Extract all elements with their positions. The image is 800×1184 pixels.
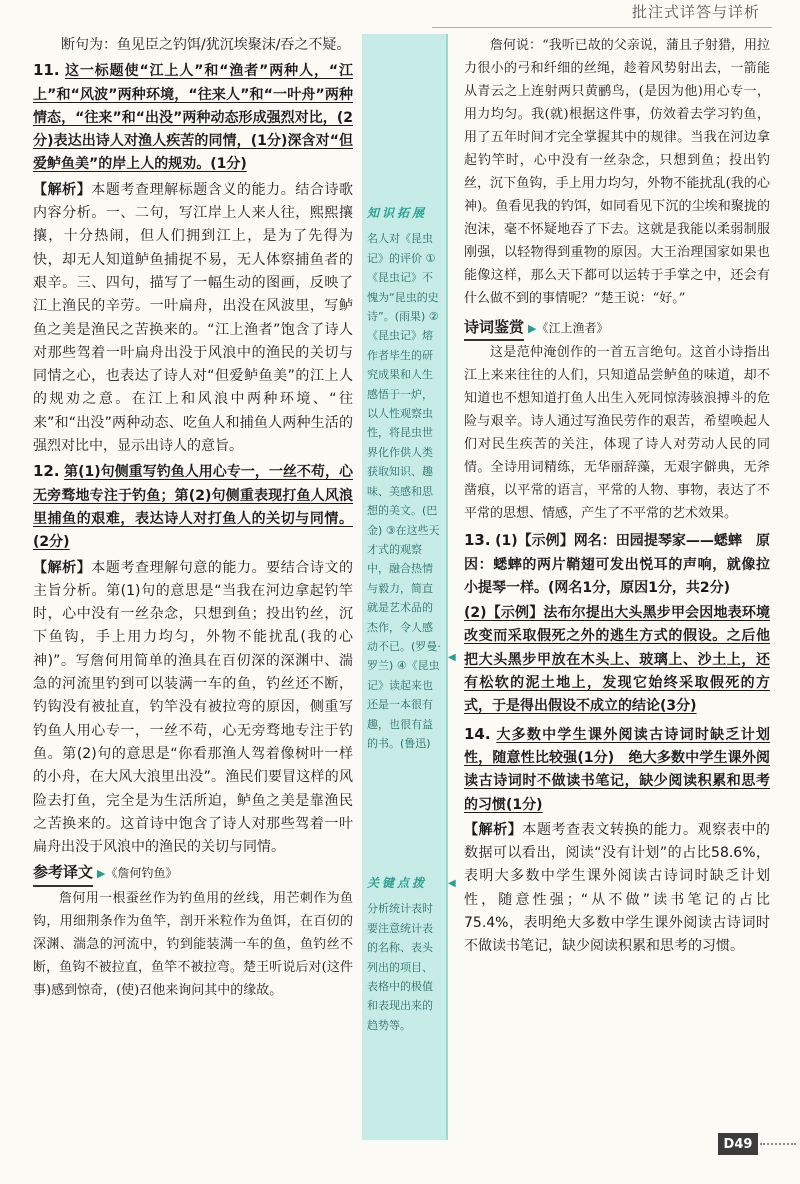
right-column (464, 34, 770, 959)
q14-analysis (464, 819, 770, 959)
q14-number: 14. (464, 724, 491, 743)
running-header: 批注式详答与详析 (631, 2, 760, 21)
q12-analysis-text: 本题考查理解句意的能力。要结合诗文的主旨分析。第(1)句的意思是“当我在河边拿起钓竿时，心中没有一丝杂念，只想到鱼；投出钓丝，沉下鱼钩，手上用力均匀，外物不能扰乱(我的心神)”。写詹何用简单的渔具在百仞深的深渊中、湍急的河流里钓到可以装满一车的鱼，钓丝还不断，钓钩没有被扯直，钓竿没有被拉弯的原因，侧重写钓鱼人用心专一，一丝不苟，心无旁骛地专注于钓鱼。第(2)句的意思是“你看那渔人驾着像树叶一样的小舟，在大风大浪里出没”。渔民们要冒这样的风险去打鱼，完全是为生活所迫，鲈鱼之美是靠渔民之苦换来的。这首诗中饱含了诗人对那些驾着一叶扁舟出没于风浪中的渔民的关切与同情。 (33, 559, 354, 856)
q13-part2-text: (2)【示例】法布尔提出大头黑步甲会因地表环境改变而采取假死之外的逃生方式的假设。之后他把大头黑步甲放在木头上、玻璃上、沙土上，还有松软的泥土地上，发现它始终采取假死的方式，于是得出假设不成立的结论(3分) (464, 605, 770, 715)
triangle-icon: ▶ (97, 867, 106, 881)
q11-analysis (33, 179, 353, 459)
key-tips-text: 分析统计表时要注意统计表的名称、表头列出的项目、表格中的极值和表现出来的趋势等。 (367, 902, 433, 1032)
knowledge-extension-heading: 知识拓展 (367, 206, 428, 220)
triangle-icon: ▶ (528, 322, 537, 335)
q14-analysis-text: 本题考查表文转换的能力。观察表中的数据可以看出，阅读“没有计划”的占比58.6%，表明大多数中学生课外阅读古诗词时缺乏计划性，随意性强；“从不做”读书笔记的占比75.4%，表明绝大多数中学生课外阅读古诗词时不做读书笔记，缺少阅读积累和思考的习惯。 (464, 821, 771, 955)
reference-translation-title: 参考译文 (33, 861, 93, 886)
q14-answer (464, 723, 770, 817)
q14-analysis-tag: 【解析】 (464, 821, 523, 838)
q13-number: 13. (464, 531, 491, 550)
poem-appreciation-text: 这是范仲淹创作的一首五言绝句。这首小诗指出江上来来往往的人们，只知道品尝鲈鱼的味道，却不知道也不想知道打鱼人出生入死同惊涛骇浪搏斗的危险与艰辛。诗人通过写渔民劳作的艰苦，希望唤起人们对民生疾苦的关注，体现了诗人对劳动人民的同情。全诗用词精练，无华丽辞藻，无艰字僻典，无斧凿痕，以平常的语言，平常的人物、事物，表达了不平常的思想、情感，产生了不平常的艺术效果。 (464, 345, 770, 522)
reference-translation-continued: 詹何说：“我听已故的父亲说，蒲且子射猎，用拉力很小的弓和纤细的丝绳，趁着风势射出去，一箭能从青云之上连射两只黄鹂鸟，(是因为他)用心专一，用力均匀。我(就)根据这件事，仿效着去学习钓鱼，用了五年时间才完全掌握其中的规律。当我在河边拿起钓竿时，心中没有一丝杂念，只想到鱼；投出钓丝，沉下鱼钩，手上用力均匀，外物不能扰乱(我的心神)。鱼看见我的钓饵，如同看见下沉的尘埃和聚拢的泡沫，毫不怀疑地吞了下去。这就是我能以柔弱制服刚强，以轻物得到重物的原因。大王治理国家如果也能像这样，那么天下都可以运转于手掌之中，还会有什么做不到的事情呢？”楚王说：“好。” (464, 38, 770, 306)
q12-number: 12. (33, 462, 60, 481)
poem-appreciation-title: 诗词鉴赏 (464, 316, 524, 341)
q13-part1-text: (1)【示例】网名：田园提琴家——蟋蟀 原因：蟋蟀的两片鞘翅可发出悦耳的声响，就像拉小提琴一样。(网名1分，原因1分，共2分) (464, 533, 770, 596)
q11-number: 11. (33, 61, 60, 80)
q11-analysis-tag: 【解析】 (33, 181, 92, 198)
margin-notes-sidebar (362, 34, 448, 1140)
intro-paragraph: 断句为：鱼见臣之钓饵/犹沉埃聚沫/吞之不疑。 (61, 37, 351, 53)
q12-answer-text: 第(1)句侧重写钓鱼人用心专一，一丝不苟，心无旁骛地专注于钓鱼；第(2)句侧重表现打鱼人风浪里捕鱼的艰难，表达诗人对打鱼人的关切与同情。(2分) (33, 464, 354, 551)
reference-translation-subtitle: 《詹何钓鱼》 (105, 866, 178, 881)
key-tips-heading: 关键点拨 (367, 876, 428, 890)
knowledge-extension-text: 名人对《昆虫记》的评价 ①《昆虫记》不愧为“昆虫的史诗”。(雨果) ②《昆虫记》熔作者毕生的研究成果和人生感悟于一炉，以人性观察虫性，将昆虫世界化作供人类获取知识、趣味、美感和思想的美文。(巴金) ③在这些天才式的观察中，融合热情与毅力，简直就是艺术品的杰作，令人感动不已。(罗曼·罗兰) ④《昆虫记》读起来也还是一本很有趣，也很有益的书。(鲁迅) (367, 232, 441, 750)
q11-answer-text: 这一标题使“江上人”和“渔者”两种人，“江上”和“风波”两种环境，“往来人”和“一叶舟”两种情态，“往来”和“出没”两种动态形成强烈对比，(2分)表达出诗人对渔人疾苦的同情，(1分)深含对“但爱鲈鱼美”的岸上人的规劝。(1分) (33, 63, 353, 173)
knowledge-extension-note (367, 204, 441, 753)
pointer-arrow-icon: ◀ (448, 878, 456, 889)
q12-answer (33, 460, 353, 554)
reference-translation-heading (33, 861, 353, 886)
header-rule (432, 27, 772, 28)
reference-translation-text: 詹何用一根蚕丝作为钓鱼用的丝线，用芒刺作为鱼钩，用细荆条作为鱼竿，剖开米粒作为鱼饵，在百仞的深渊、湍急的河流中，钓到能装满一车的鱼，鱼钓丝不断，鱼钩不被拉直，鱼竿不被拉弯。楚王听说后对(这件事)感到惊奇，(使)召他来询问其中的缘故。 (33, 890, 353, 998)
q13-part1 (464, 529, 770, 600)
pointer-arrow-icon: ◀ (448, 652, 456, 663)
q12-analysis-tag: 【解析】 (33, 559, 92, 576)
page-number: D49 (718, 1133, 758, 1155)
q14-answer-text: 大多数中学生课外阅读古诗词时缺乏计划性，随意性比较强(1分) 绝大多数中学生课外阅读古诗词时不做读书笔记，缺少阅读积累和思考的习惯(1分) (464, 726, 771, 813)
left-column (33, 34, 353, 1002)
q12-analysis (33, 557, 353, 860)
q11-analysis-text: 本题考查理解标题含义的能力。结合诗歌内容分析。一、二句，写江岸上人来人往，熙熙攘攘，十分热闹，但人们拥到江上，是为了先得为快，却无人知道鲈鱼捕捉不易，无人体察捕鱼者的艰辛。三、四句，描写了一幅生动的图画，反映了江上渔民的辛劳。一叶扁舟，出没在风波里，写鲈鱼之美是渔民之苦换来的。“江上渔者”饱含了诗人对那些驾着一叶扁舟出没于风浪中的渔民的关切与同情之心，也表达了诗人对“但爱鲈鱼美”的江上人的规劝之意。在江上和风浪中两种环境、“往来”和“出没”两种动态、吃鱼人和捕鱼人两种生活的强烈对比中，显示出诗人的意旨。 (33, 181, 354, 455)
poem-appreciation-subtitle: 《江上渔者》 (536, 321, 609, 335)
page-number-dots (760, 1143, 796, 1145)
q11-answer (33, 59, 353, 176)
key-tips-note (367, 874, 441, 1035)
poem-appreciation-heading (464, 316, 770, 341)
